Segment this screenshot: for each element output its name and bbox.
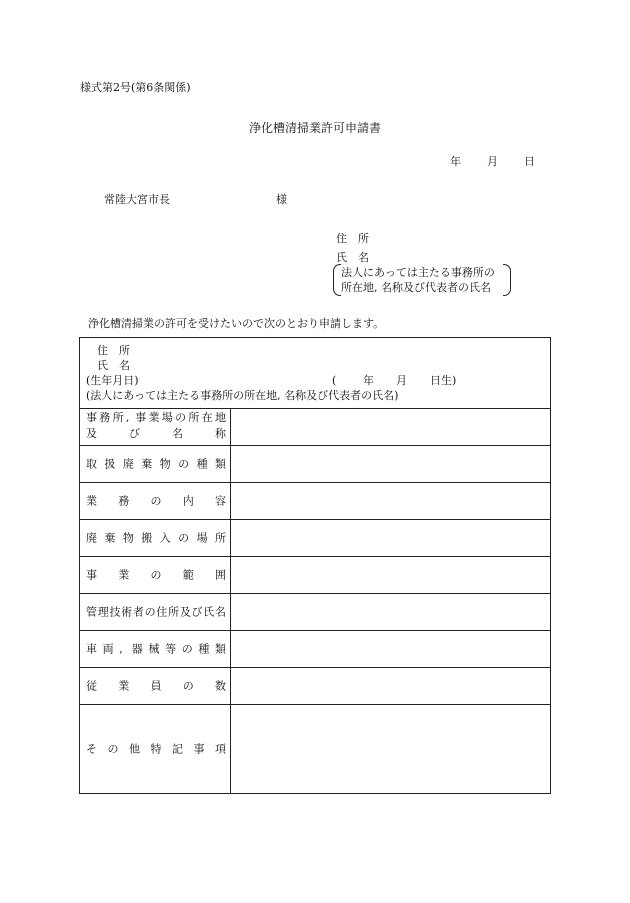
application-table: [79, 337, 551, 794]
row-label-cell: [80, 483, 231, 519]
applicant-name-label: 氏 名: [336, 251, 369, 264]
applicant-address-label: 住 所: [336, 232, 369, 245]
applicant-info-row[interactable]: [80, 338, 550, 409]
row-label: 事業の範囲: [86, 568, 226, 582]
recipient-honorific: 様: [276, 193, 287, 206]
row-label: 取扱廃棄物の種類: [86, 457, 226, 471]
intro-text: 浄化槽清掃業の許可を受けたいので次のとおり申請します。: [88, 317, 385, 330]
table-corporate-note: (法人にあっては主たる事務所の所在地, 名称及び代表者の氏名): [86, 389, 399, 402]
row-label: 従業員の数: [86, 679, 226, 693]
document-title: 浄化槽清掃業許可申請書: [248, 121, 381, 135]
manager-info-field[interactable]: [231, 594, 550, 630]
table-birth-paren: (: [332, 374, 337, 387]
waste-type-field[interactable]: [231, 446, 550, 482]
table-address-label: 住 所: [97, 344, 130, 357]
row-label-cell: [80, 668, 231, 704]
table-row-business-scope: [80, 557, 550, 594]
row-label-line1: 事務所, 事業場の所在地: [86, 411, 226, 424]
table-name-label: 氏 名: [97, 359, 130, 372]
table-row-waste-type: [80, 446, 550, 483]
row-label-cell: [80, 594, 231, 630]
row-label: 管理技術者の住所及び氏名: [86, 605, 226, 619]
row-label: 車両, 器械等の種類: [86, 642, 226, 656]
employee-count-field[interactable]: [231, 668, 550, 704]
date-year: 年: [450, 155, 461, 168]
bracket-right: [503, 264, 511, 296]
other-notes-field[interactable]: [231, 705, 550, 793]
table-row-employee-count: [80, 668, 550, 705]
office-location-field[interactable]: [231, 408, 550, 445]
corporate-note-line2: 所在地, 名称及び代表者の氏名: [341, 281, 491, 294]
row-label-cell: [80, 557, 231, 593]
row-label-cell: [80, 520, 231, 556]
date-month: 月: [487, 155, 498, 168]
row-label: 廃棄物搬入の場所: [86, 531, 226, 545]
waste-delivery-location-field[interactable]: [231, 520, 550, 556]
recipient-name: 常陸大宮市長: [104, 193, 170, 206]
corporate-note-line1: 法人にあっては主たる事務所の: [341, 266, 495, 279]
table-birth-year: 年: [363, 374, 374, 387]
form-number: 様式第2号(第6条関係): [80, 81, 191, 94]
row-label-cell: [80, 631, 231, 667]
business-content-field[interactable]: [231, 483, 550, 519]
table-row-other-notes: [80, 705, 550, 793]
table-row-manager-info: [80, 594, 550, 631]
date-line: [450, 156, 535, 167]
applicant-corporate-note: [333, 264, 511, 296]
bracket-left: [333, 264, 341, 296]
row-label-cell: [80, 408, 231, 445]
table-row-vehicle-types: [80, 631, 550, 668]
table-birth-month: 月: [396, 374, 407, 387]
table-birth-label: (生年月日): [86, 374, 139, 387]
row-label: 業務の内容: [86, 494, 226, 508]
table-row-business-content: [80, 483, 550, 520]
date-day: 日: [524, 155, 535, 168]
table-birth-day: 日生): [430, 374, 457, 387]
vehicle-types-field[interactable]: [231, 631, 550, 667]
row-label-cell: [80, 705, 231, 793]
row-label: その他特記事項: [86, 742, 226, 756]
business-scope-field[interactable]: [231, 557, 550, 593]
table-row-waste-delivery-location: [80, 520, 550, 557]
row-label-line2: 及び名称: [86, 427, 226, 440]
row-label-cell: [80, 446, 231, 482]
table-row-office-location: [80, 408, 550, 446]
